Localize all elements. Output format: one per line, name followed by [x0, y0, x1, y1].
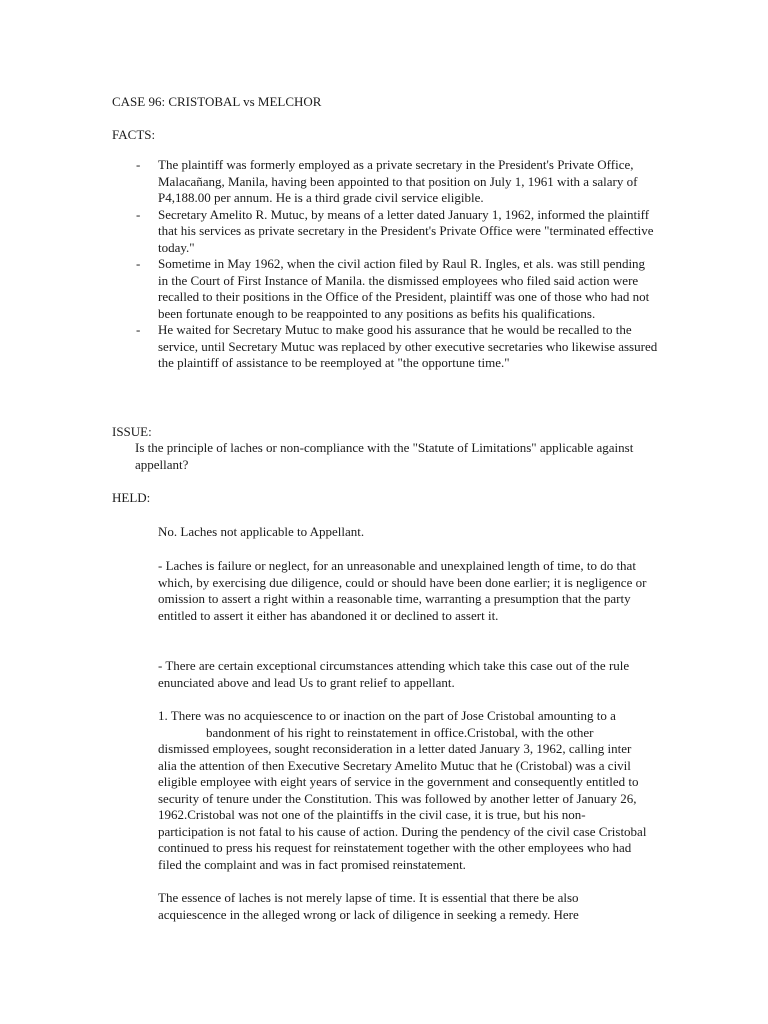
held-paragraph-laches-definition: - Laches is failure or neglect, for an unreasonable and unexplained length of time, to do that which, by exercising due diligence, could or should have been done earlier; it is negligence or omission to assert a right within a reasonable time, warranting a presumption that the party entitled to assert it either has abandoned it or declined to assert it. [158, 558, 647, 623]
issue-heading: ISSUE: [112, 424, 152, 439]
held-answer: No. Laches not applicable to Appellant. [158, 524, 365, 539]
fact-text: He waited for Secretary Mutuc to make good his assurance that he would be recalled to the service, until Secretary Mutuc was replaced by other executive secretaries who likewise assured the plaintiff of assistance to be reemployed at "the opportune time." [158, 322, 658, 370]
fact-item [0, 322, 658, 372]
numbered-first-line: 1. There was no acquiescence to or inaction on the part of Jose Cristobal amounting to a [158, 708, 616, 723]
facts-list [0, 157, 768, 372]
fact-item [0, 157, 658, 207]
bullet-dash: - [136, 206, 141, 222]
fact-text: The plaintiff was formerly employed as a private secretary in the President's Private Office, Malacañang, Manila, having been appointed to that position on July 1, 1961 with a salary of P4,188.00 per annum. He is a third grade civil service eligible. [158, 157, 638, 205]
fact-text: Secretary Amelito R. Mutuc, by means of a letter dated January 1, 1962, informed the plaintiff that his services as private secretary in the President's Private Office were "terminated effective today." [158, 206, 654, 255]
held-heading: HELD: [112, 490, 151, 505]
bullet-dash: - [136, 157, 141, 172]
fact-item [0, 256, 658, 322]
case-title: CASE 96: CRISTOBAL vs MELCHOR [112, 94, 322, 109]
continuation-text: bandonment of his right to reinstatement in office.Cristobal, with the other dismissed employees, sought reconsideration in a letter dated January 3, 1962, calling inter alia the attention of then Executive Secretary Amelito Mutuc that he (Cristobal) was a civil eligible employee with eight years of service in the government and consequently entitled to security of tenure under the Constitution. This was followed by another letter of January 26, 1962.Cristobal was not one of the plaintiffs in the civil case, it is true, but his non-participation is not fatal to his cause of action. During the pendency of the civil case Cristobal continued to press his request for reinstatement together with the other employees who had filed the complaint and was in fact promised reinstatement. [158, 724, 647, 872]
issue-text: Is the principle of laches or non-compliance with the "Statute of Limitations" applicable against appellant? [135, 440, 634, 472]
bullet-dash: - [136, 256, 141, 271]
facts-heading: FACTS: [112, 127, 156, 142]
continuation-indent [158, 725, 206, 740]
held-paragraph-numbered-1 [158, 708, 648, 873]
fact-item [0, 207, 658, 257]
held-paragraph-exceptional-circumstances: - There are certain exceptional circumstances attending which take this case out of the rule enunciated above and lead Us to grant relief to appellant. [158, 658, 630, 690]
numbered-continuation [158, 725, 648, 874]
fact-text: Sometime in May 1962, when the civil action filed by Raul R. Ingles, et als. was still pending in the Court of First Instance of Manila. the dismissed employees who filed said action were recalled to their positions in the Office of the President, plaintiff was one of those who had not been fortunate enough to be reappointed to any positions as befits his qualifications. [158, 256, 650, 321]
bullet-dash: - [136, 322, 141, 337]
held-paragraph-essence-of-laches: The essence of laches is not merely lapse of time. It is essential that there be also acquiescence in the alleged wrong or lack of diligence in seeking a remedy. Here [158, 890, 579, 922]
